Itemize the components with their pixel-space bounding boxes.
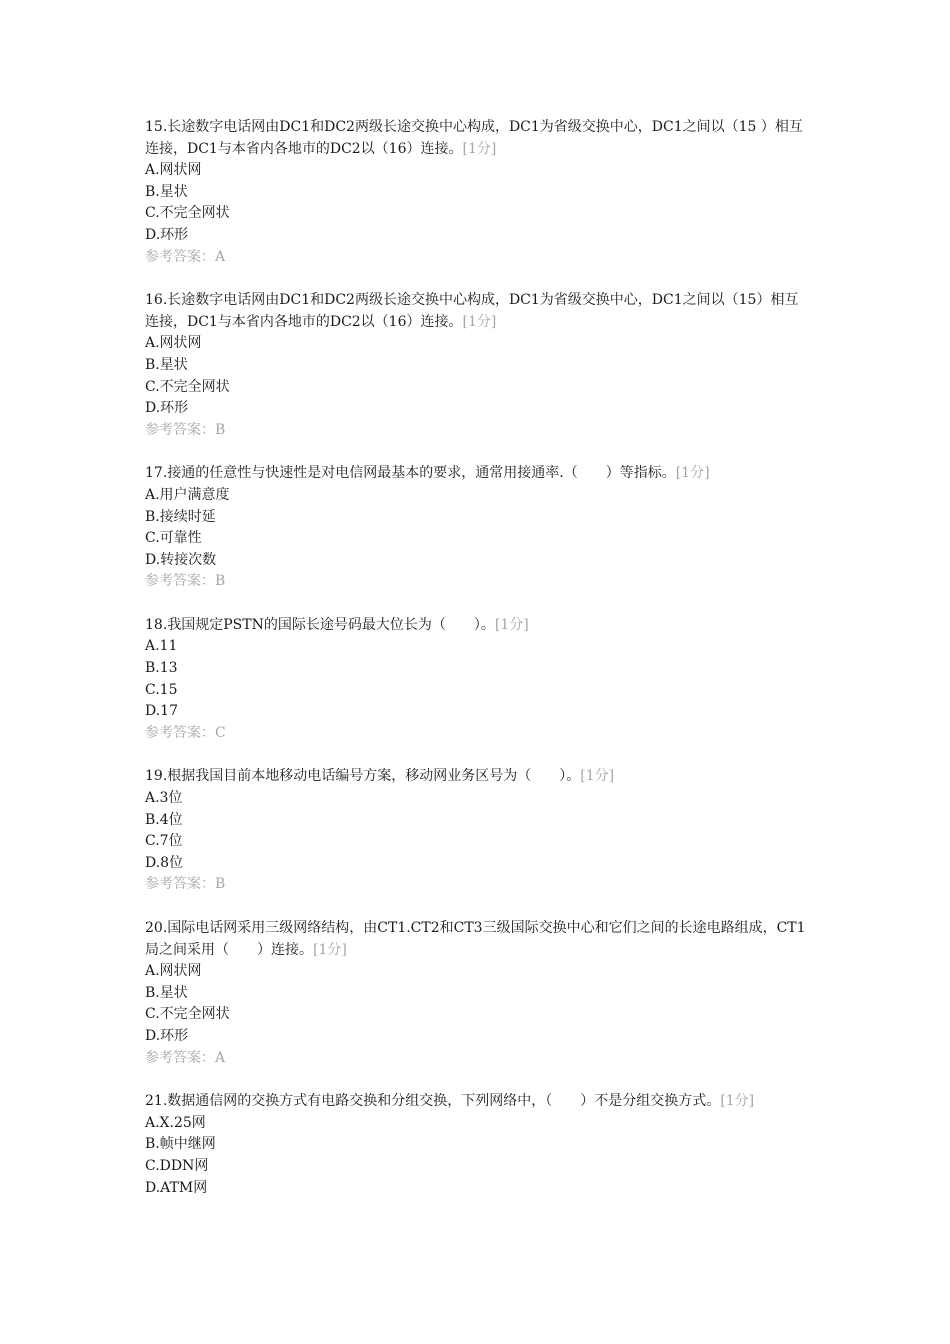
question-stem: [145, 463, 810, 485]
question-stem: [145, 918, 810, 961]
question-block: [145, 290, 810, 441]
question-score: [1分]: [675, 465, 710, 482]
answer-option: A.网状网: [145, 162, 202, 179]
answer-option: C.可靠性: [145, 530, 202, 547]
question-score: [1分]: [580, 768, 615, 785]
answer-option: D.17: [145, 703, 178, 720]
question-stem: [145, 766, 810, 788]
question-block: [145, 463, 810, 593]
document-page: [145, 117, 810, 1221]
question-text: 19.根据我国目前本地移动电话编号方案，移动网业务区号为（ ）。: [145, 768, 581, 785]
answer-option: C.7位: [145, 833, 183, 850]
reference-answer: 参考答案：A: [145, 248, 226, 265]
answer-option: B.4位: [145, 811, 183, 828]
question-text: 20.国际电话网采用三级网络结构，由CT1.CT2和CT3三级国际交换中心和它们之间的长途电路组成，CT1局之间采用（ ）连接。: [145, 920, 806, 958]
answer-option: B.13: [145, 660, 178, 677]
answer-option: B.帧中继网: [145, 1136, 216, 1153]
answer-option: B.星状: [145, 183, 188, 200]
question-text: 17.接通的任意性与快速性是对电信网最基本的要求，通常用接通率.（ ）等指标。: [145, 465, 676, 482]
question-block: [145, 918, 810, 1069]
question-block: [145, 117, 810, 268]
answer-option: D.环形: [145, 400, 189, 417]
answer-option: D.8位: [145, 854, 184, 871]
reference-answer: 参考答案：A: [145, 1049, 226, 1066]
question-score: [1分]: [462, 313, 497, 330]
answer-option: D.转接次数: [145, 551, 217, 568]
answer-option: C.不完全网状: [145, 1006, 230, 1023]
answer-option: A.网状网: [145, 963, 202, 980]
question-score: [1分]: [313, 941, 347, 958]
question-stem: [145, 615, 810, 637]
question-text: 15.长途数字电话网由DC1和DC2两级长途交换中心构成，DC1为省级交换中心，DC1之间以（15 ）相互连接，DC1与本省内各地市的DC2以（16）连接。: [145, 119, 803, 157]
question-block: [145, 615, 810, 745]
reference-answer: 参考答案：B: [145, 876, 226, 893]
answer-option: A.3位: [145, 790, 183, 807]
answer-option: D.ATM网: [145, 1179, 208, 1196]
question-text: 21.数据通信网的交换方式有电路交换和分组交换，下列网络中，（ ）不是分组交换方式。: [145, 1093, 721, 1110]
question-stem: [145, 117, 810, 160]
answer-option: C.15: [145, 681, 178, 698]
answer-option: A.X.25网: [145, 1114, 206, 1131]
question-score: [1分]: [462, 140, 497, 157]
question-text: 16.长途数字电话网由DC1和DC2两级长途交换中心构成，DC1为省级交换中心，DC1之间以（15）相互连接，DC1与本省内各地市的DC2以（16）连接。: [145, 292, 799, 330]
reference-answer: 参考答案：B: [145, 421, 226, 438]
answer-option: A.用户满意度: [145, 486, 230, 503]
answer-option: A.11: [145, 638, 178, 655]
answer-option: C.不完全网状: [145, 378, 230, 395]
question-text: 18.我国规定PSTN的国际长途号码最大位长为（ ）。: [145, 616, 495, 633]
question-stem: [145, 1091, 810, 1113]
answer-option: B.接续时延: [145, 508, 216, 525]
question-block: [145, 1091, 810, 1199]
answer-option: B.星状: [145, 356, 188, 373]
reference-answer: 参考答案：C: [145, 724, 226, 741]
question-score: [1分]: [494, 616, 529, 633]
answer-option: D.环形: [145, 1027, 189, 1044]
answer-option: A.网状网: [145, 335, 202, 352]
question-stem: [145, 290, 810, 333]
reference-answer: 参考答案：B: [145, 573, 226, 590]
question-score: [1分]: [720, 1093, 755, 1110]
answer-option: C.不完全网状: [145, 205, 230, 222]
answer-option: D.环形: [145, 226, 189, 243]
question-block: [145, 766, 810, 896]
answer-option: B.星状: [145, 984, 188, 1001]
answer-option: C.DDN网: [145, 1157, 209, 1174]
